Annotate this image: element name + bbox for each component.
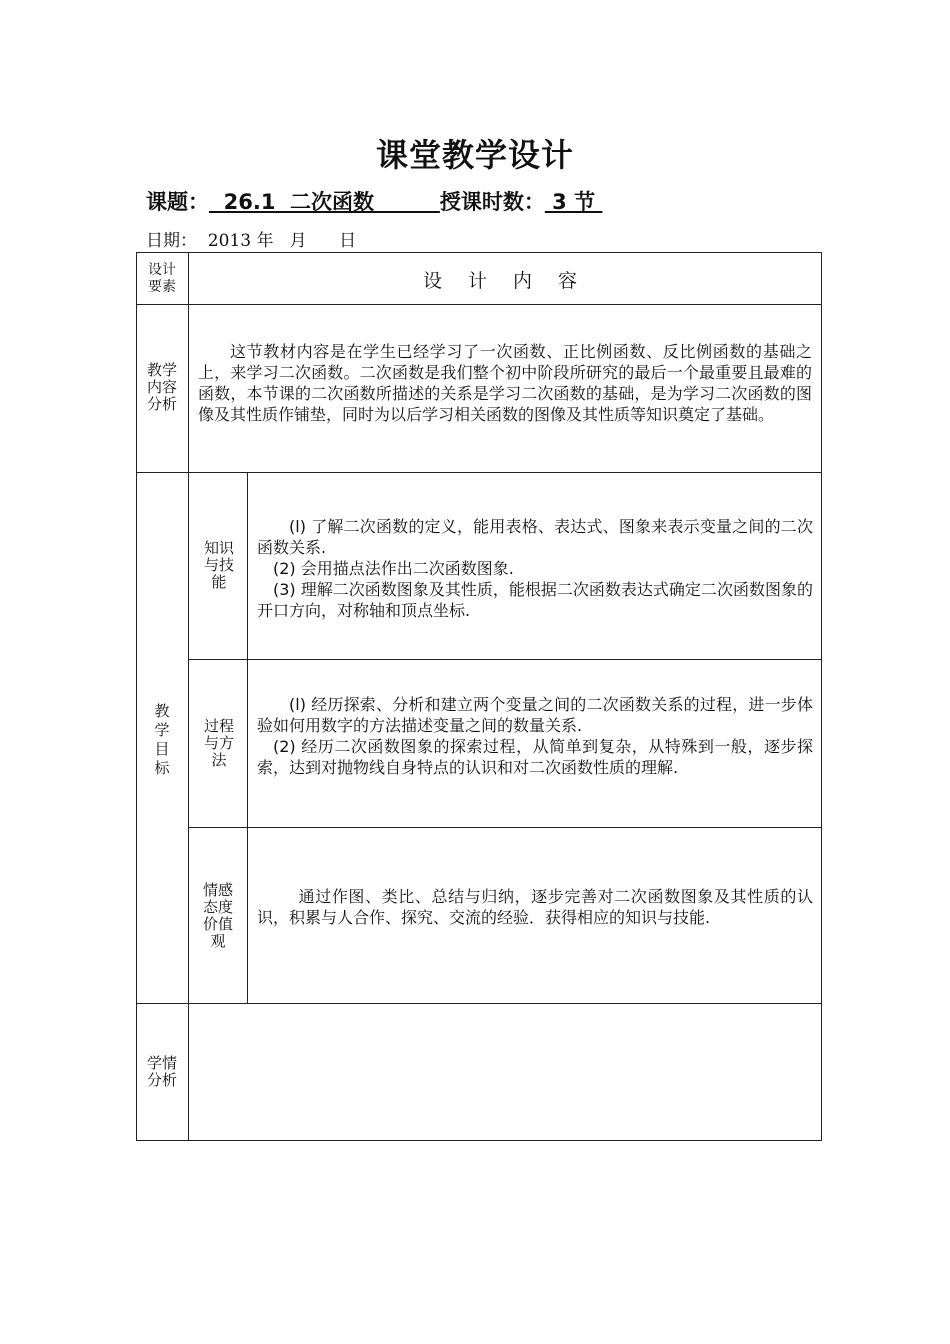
header-left-label: 设计要素: [148, 262, 176, 295]
subject-value: 26.1 二次函数: [209, 190, 440, 214]
objectives-label: 教学目标: [154, 702, 170, 777]
table-border-right: [821, 252, 822, 1141]
sub-column-divider: [247, 472, 248, 1004]
knowledge-line-3: (3) 理解二次函数图象及其性质，能根据二次函数表达式确定二次函数图象的开口方向，对称轴和顶点坐标.: [257, 580, 813, 620]
header-right-label: 设 计 内 容: [422, 270, 588, 292]
process-line-1: (l) 经历探索、分析和建立两个变量之间的二次函数关系的过程，进一步体验如何用数字的方法描述变量之间的数量关系.: [257, 695, 813, 735]
row-divider-header: [136, 304, 822, 305]
table-border-bottom: [136, 1140, 822, 1141]
process-line-2: (2) 经历二次函数图象的探索过程，从简单到复杂，从特殊到一般，逐步探索，达到对抛物线自身特点的认识和对二次函数性质的理解.: [257, 737, 813, 777]
knowledge-line-1: (l) 了解二次函数的定义，能用表格、表达式、图象来表示变量之间的二次函数关系.: [257, 517, 813, 557]
knowledge-text: [257, 516, 813, 621]
table-border-left: [136, 252, 137, 1141]
document-title: 课堂教学设计: [375, 136, 574, 174]
emotion-label: 情感态度价值观: [202, 881, 233, 950]
row-divider-analysis: [136, 472, 822, 473]
row-divider-objectives: [136, 1003, 822, 1004]
emotion-paragraph: 通过作图、类比、总结与归纳，逐步完善对二次函数图象及其性质的认识，积累与人合作、探究、交流的经验．获得相应的知识与技能.: [257, 887, 813, 927]
knowledge-label: 知识与技能: [203, 539, 234, 591]
analysis-paragraph: 这节教材内容是在学生已经学习了一次函数、正比例函数、反比例函数的基础之上，来学习二次函数。二次函数是我们整个初中阶段所研究的最后一个最重要且最难的函数，本节课的二次函数所描述的关系是学习二次函数的基础，是为学习二次函数的图像及其性质作铺垫，同时为以后学习相关函数的图像及其性质等知识奠定了基础。: [198, 342, 812, 424]
hours-label: 授课时数：: [439, 190, 545, 214]
analysis-label: 教学内容分析: [146, 361, 177, 413]
sub-row-divider-1: [188, 659, 822, 660]
knowledge-line-2: (2) 会用描点法作出二次函数图象.: [273, 559, 514, 578]
subject-line: [146, 186, 602, 216]
table-border-top: [136, 252, 822, 253]
process-label: 过程与方法: [203, 717, 234, 769]
analysis-text: [198, 341, 812, 425]
date-line: 日期： 2013 年 月 日: [146, 231, 357, 251]
hours-value: 3 节: [544, 190, 603, 214]
process-text: [257, 694, 813, 778]
students-label: 学情分析: [146, 1054, 177, 1089]
subject-label: 课题：: [146, 190, 209, 214]
emotion-text: [257, 886, 813, 928]
sub-row-divider-2: [188, 827, 822, 828]
column-divider: [188, 252, 189, 1141]
